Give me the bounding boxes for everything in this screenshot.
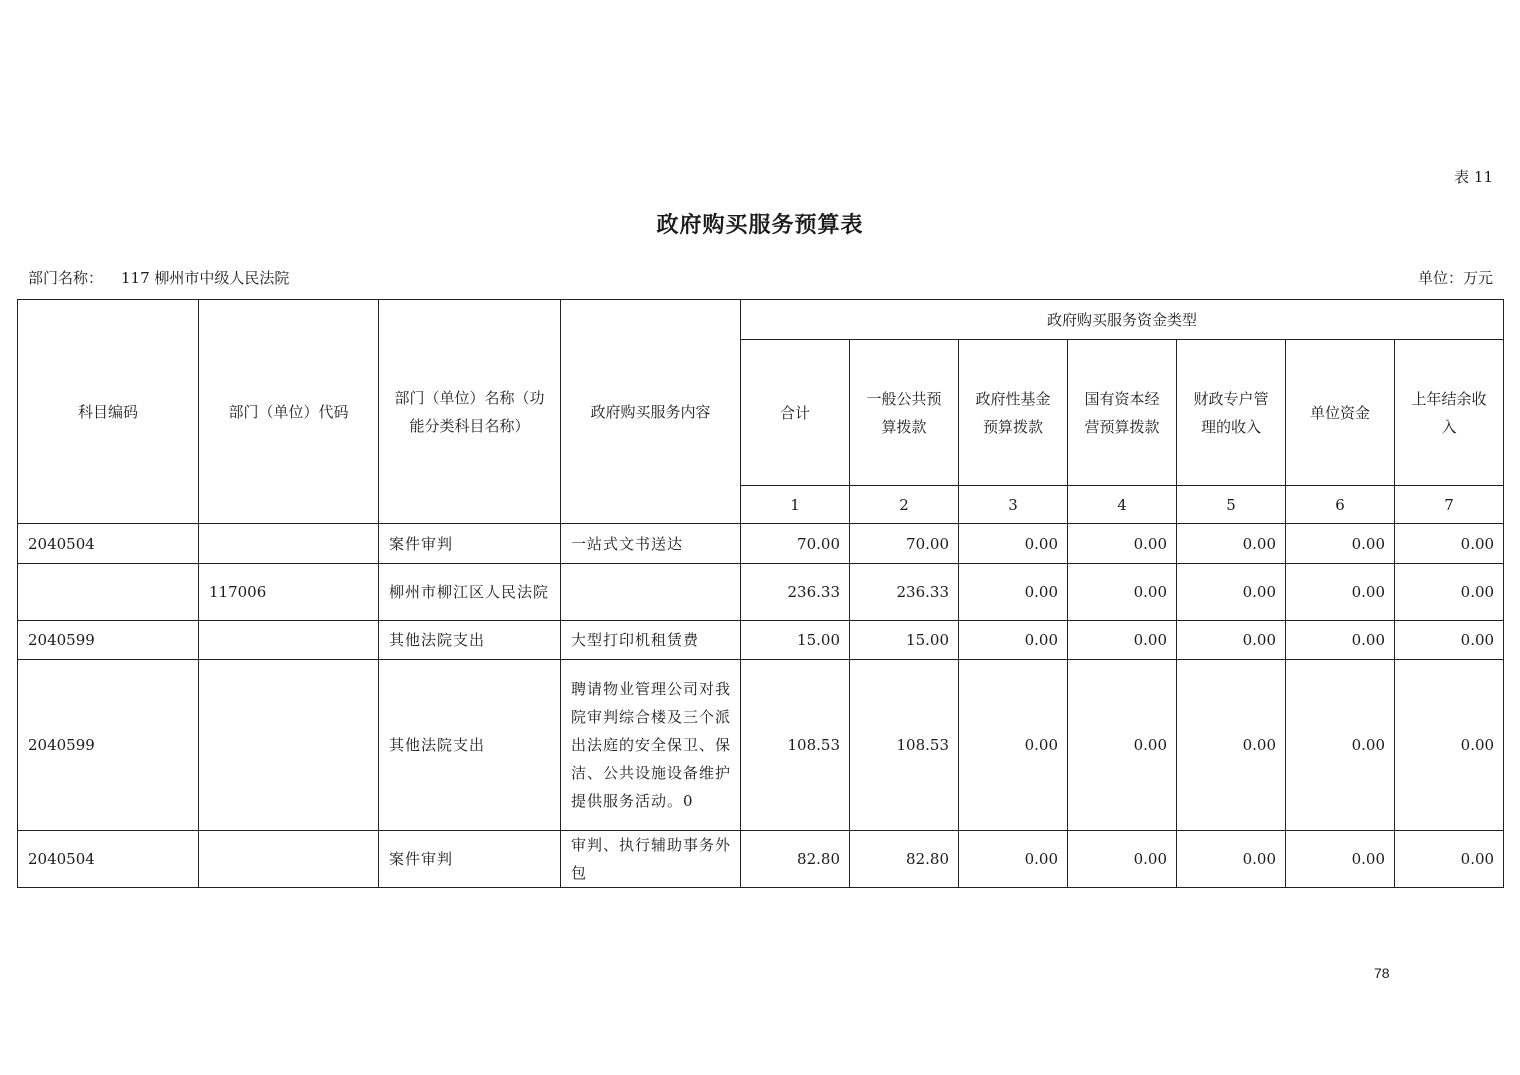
cell-content: [561, 564, 741, 621]
cell-content: 聘请物业管理公司对我院审判综合楼及三个派出法庭的安全保卫、保洁、公共设施设备维护提供服务活动。0: [561, 660, 741, 831]
cell-amount: 0.00: [1286, 564, 1395, 621]
cell-amount: 0.00: [1177, 660, 1286, 831]
cell-subject-code: [18, 564, 199, 621]
cell-amount: 0.00: [1395, 660, 1504, 831]
cell-amount: 0.00: [1068, 831, 1177, 888]
cell-content: 一站式文书送达: [561, 524, 741, 564]
cell-dept-name: 其他法院支出: [379, 621, 561, 660]
department-label: 部门名称：: [28, 269, 104, 287]
cell-dept-code: [199, 524, 379, 564]
cell-amount: 0.00: [1068, 564, 1177, 621]
cell-dept-name: 案件审判: [379, 524, 561, 564]
cell-amount: 0.00: [1068, 524, 1177, 564]
cell-amount: 70.00: [850, 524, 959, 564]
page-title: 政府购买服务预算表: [656, 212, 864, 238]
cell-amount: 0.00: [1177, 564, 1286, 621]
cell-dept-code: [199, 660, 379, 831]
cell-subject-code: 2040599: [18, 660, 199, 831]
cell-amount: 108.53: [850, 660, 959, 831]
header-fund-col: 单位资金: [1286, 340, 1395, 486]
cell-amount: 0.00: [1286, 660, 1395, 831]
cell-amount: 0.00: [959, 564, 1068, 621]
cell-amount: 0.00: [1395, 831, 1504, 888]
cell-dept-code: [199, 621, 379, 660]
column-number: 1: [741, 486, 850, 524]
column-number: 2: [850, 486, 959, 524]
department-name: 117 柳州市中级人民法院: [121, 269, 290, 287]
cell-subject-code: 2040504: [18, 524, 199, 564]
department-info: [28, 267, 289, 288]
cell-amount: 108.53: [741, 660, 850, 831]
cell-amount: 15.00: [850, 621, 959, 660]
column-number: 7: [1395, 486, 1504, 524]
cell-amount: 0.00: [959, 621, 1068, 660]
budget-table: [17, 299, 1504, 888]
table-row: [18, 524, 1504, 564]
cell-amount: 236.33: [850, 564, 959, 621]
header-fund-col: 国有资本经营预算拨款: [1068, 340, 1177, 486]
cell-subject-code: 2040504: [18, 831, 199, 888]
page-number: 78: [1374, 965, 1390, 981]
cell-amount: 0.00: [1177, 524, 1286, 564]
table-number: 表 11: [1454, 168, 1493, 186]
cell-amount: 0.00: [1177, 621, 1286, 660]
cell-amount: 0.00: [959, 831, 1068, 888]
meta-row: [28, 267, 1493, 288]
cell-dept-name: 其他法院支出: [379, 660, 561, 831]
column-number: 3: [959, 486, 1068, 524]
header-subject-code: 科目编码: [18, 300, 199, 524]
unit-label: 单位：万元: [1417, 269, 1493, 287]
header-dept-name: 部门（单位）名称（功能分类科目名称）: [379, 300, 561, 524]
cell-amount: 0.00: [959, 660, 1068, 831]
header-fund-col: 政府性基金预算拨款: [959, 340, 1068, 486]
cell-amount: 0.00: [1068, 660, 1177, 831]
cell-subject-code: 2040599: [18, 621, 199, 660]
cell-amount: 0.00: [1395, 564, 1504, 621]
cell-amount: 82.80: [741, 831, 850, 888]
table-row: [18, 831, 1504, 888]
header-content: 政府购买服务内容: [561, 300, 741, 524]
header-fund-type-group: 政府购买服务资金类型: [741, 300, 1504, 340]
cell-amount: 236.33: [741, 564, 850, 621]
cell-amount: 0.00: [1068, 621, 1177, 660]
cell-amount: 0.00: [1395, 621, 1504, 660]
cell-content: 大型打印机租赁费: [561, 621, 741, 660]
cell-dept-code: [199, 831, 379, 888]
header-fund-col: 一般公共预算拨款: [850, 340, 959, 486]
column-number: 5: [1177, 486, 1286, 524]
table-row: [18, 621, 1504, 660]
cell-amount: 70.00: [741, 524, 850, 564]
cell-amount: 0.00: [959, 524, 1068, 564]
header-fund-col: 上年结余收入: [1395, 340, 1504, 486]
cell-dept-code: 117006: [199, 564, 379, 621]
column-number: 4: [1068, 486, 1177, 524]
cell-amount: 0.00: [1286, 831, 1395, 888]
header-dept-code: 部门（单位）代码: [199, 300, 379, 524]
table-row: [18, 660, 1504, 831]
cell-amount: 0.00: [1177, 831, 1286, 888]
header-fund-col: 财政专户管理的收入: [1177, 340, 1286, 486]
cell-content: 审判、执行辅助事务外包: [561, 831, 741, 888]
cell-dept-name: 柳州市柳江区人民法院: [379, 564, 561, 621]
header-fund-col: 合计: [741, 340, 850, 486]
column-number: 6: [1286, 486, 1395, 524]
cell-amount: 0.00: [1286, 621, 1395, 660]
table-row: [18, 564, 1504, 621]
cell-amount: 0.00: [1395, 524, 1504, 564]
cell-dept-name: 案件审判: [379, 831, 561, 888]
cell-amount: 0.00: [1286, 524, 1395, 564]
cell-amount: 82.80: [850, 831, 959, 888]
cell-amount: 15.00: [741, 621, 850, 660]
